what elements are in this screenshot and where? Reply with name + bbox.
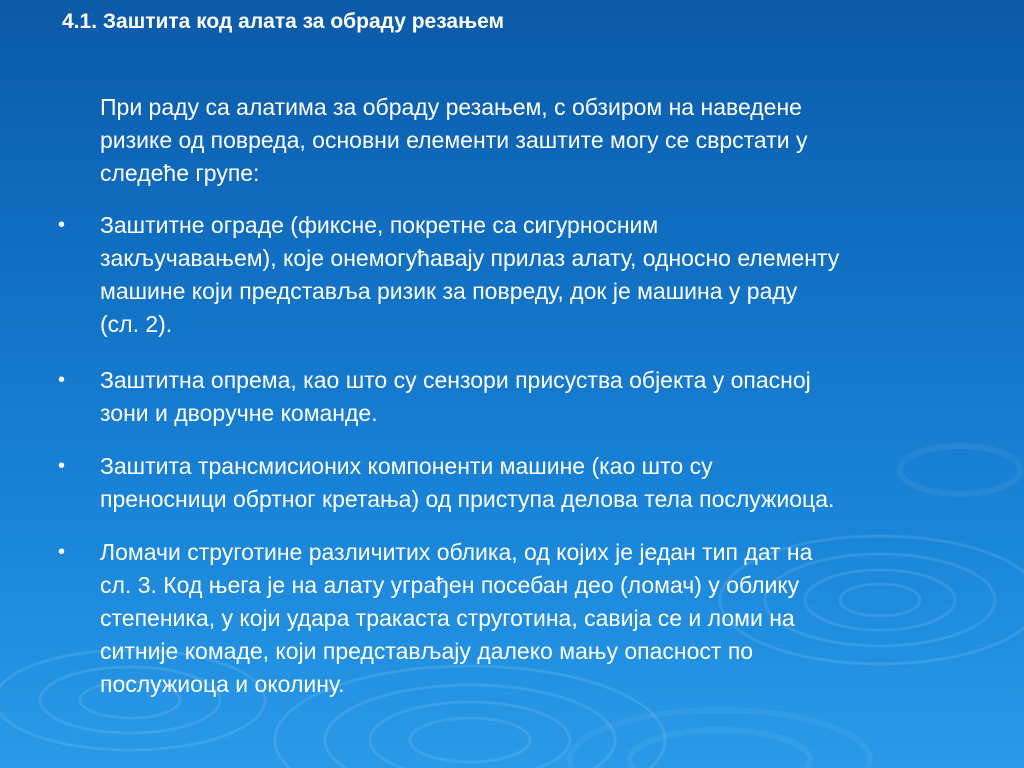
bullet-line: Заштитна опрема, као што су сензори присуства објекта у опасној	[100, 367, 811, 393]
bullet-dot-icon: •	[58, 214, 66, 236]
bullet-item-protective-fences	[58, 209, 1020, 341]
bullet-line: преносници обртног кретања) од приступа делова тела послужиоца.	[100, 486, 835, 512]
intro-line: следеће групе:	[100, 160, 260, 186]
intro-line: ризике од повреда, основни елементи заштите могу се сврстати у	[100, 127, 808, 153]
bullet-line: закључавањем), које онемогућавају прилаз алату, односно елементу	[100, 245, 840, 271]
intro-line: При раду са алатима за обраду резањем, с обзиром на наведене	[100, 94, 802, 120]
bullet-line: степеника, у који удара тракаста струготина, савија се и ломи на	[100, 605, 795, 631]
bullet-line: Заштитне ограде (фиксне, покретне са сигурносним	[100, 212, 659, 238]
bullet-line: (сл. 2).	[100, 311, 173, 337]
intro-paragraph	[100, 91, 990, 190]
bullet-line: машине који представља ризик за повреду, док је машина у раду	[100, 278, 798, 304]
bullet-item-chip-breakers	[58, 536, 1020, 701]
bullet-dot-icon: •	[58, 541, 66, 563]
bullet-line: Заштита трансмисионих компоненти машине (као што су	[100, 453, 713, 479]
bullet-line: ситније комаде, који представљају далеко мању опасност по	[100, 638, 754, 664]
slide-title: 4.1. Заштита код алата за обраду резањем	[62, 10, 505, 33]
bullet-item-transmission-protection	[58, 450, 1020, 516]
bullet-line: Ломачи струготине различитих облика, од којих је један тип дат на	[100, 539, 813, 565]
bullet-line: зони и двоpучне команде.	[100, 400, 378, 426]
bullet-item-protective-equipment	[58, 364, 1020, 430]
bullet-line: сл. 3. Код њега је на алату уграђен посебан део (ломач) у облику	[100, 572, 800, 598]
bullet-line: послужиоца и околину.	[100, 671, 345, 697]
bullet-dot-icon: •	[58, 369, 66, 391]
bullet-dot-icon: •	[58, 455, 66, 477]
